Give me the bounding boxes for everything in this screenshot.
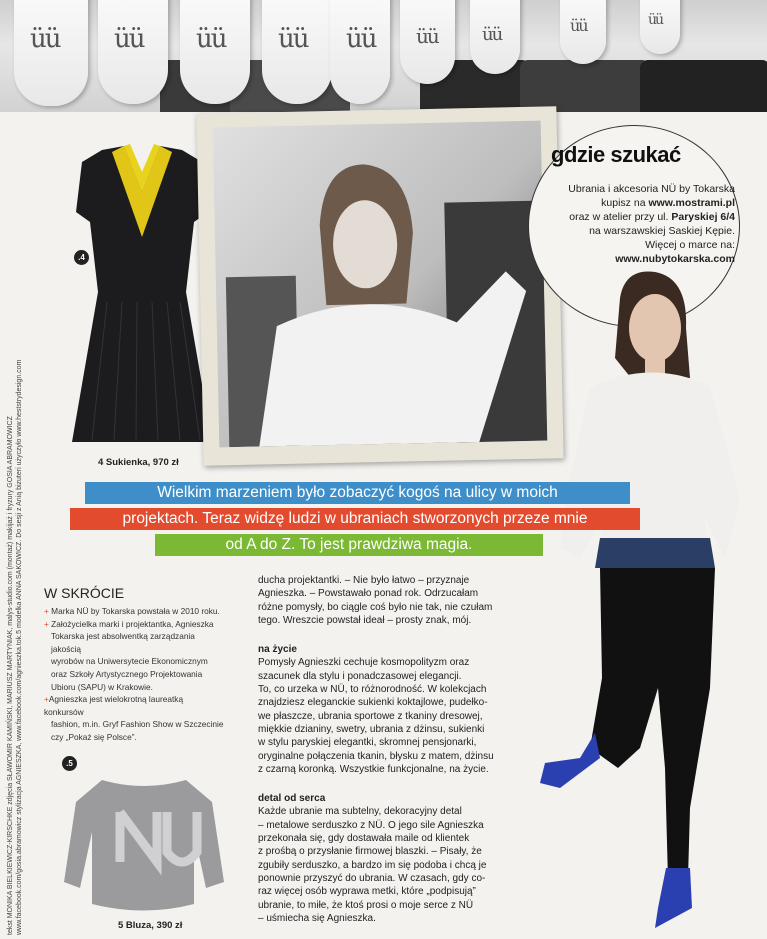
address: Paryskiej 6/4: [671, 211, 735, 223]
hanger-logo: üü: [648, 12, 663, 28]
in-brief-title: W SKRÓCIE: [44, 585, 125, 601]
sweatshirt-number-badge: .5: [62, 756, 77, 771]
info-line: Ubrania i akcesoria NÜ by Tokarska: [568, 183, 735, 195]
hanger-logo: üü: [482, 24, 502, 45]
sweatshirt-caption: 5 Bluza, 390 zł: [118, 920, 183, 931]
article-body: ducha projektantki. – Nie było łatwo – przyznaje Agnieszka. – Powstawało ponad rok. Odrzucałam różne pomysły, bo ciągle coś było nie tak, nie czułam tego. Wreszcie powstał ideał – prosty znak, mój. na życie Pomysły Agnieszki cechuje kosmopolityzm oraz szacunek dla stylu i ponadczasowej elegancji. To, co urzeka w NÜ, to różnorodność. W kolekcjach znajdziesz eleganckie sukienki koktajlowe, pudełko- we płaszcze, ubrania sportowe z tkaniny dresowej, miękkie dzianiny, swetry, ubrania z dżinsu, sukienki w stylu paryskiej elegantki, skromnej pensjonarki, oryginalne połączenia tkanin, błysku z matem, dżinsu z czarną koronką. Wszystkie funkcjonalne, na życie. detal od serca Każde ubranie ma subtelny, dekoracyjny detal – metalowe serduszko z NÜ. O jego sile Agnieszka przekonała się, gdy dostawała maile od klientek z prośbą o przysłanie firmowej blaszki. – Pisały, że zgubiły serduszko, a bardzo im się podoba i chcą je ponownie przyszyć do ubrania. W czasach, gdy co- raz więcej osób wyprawa metki, które „podpisują” ubranie, to miłe, że ktoś prosi o moje serce z NÜ – uśmiecha się Agnieszka.: [258, 574, 558, 925]
dress-number-badge: .4: [74, 250, 89, 265]
hanger-logo: üü: [30, 24, 60, 54]
hanger-logo: üü: [278, 24, 308, 54]
designer-portrait-photo: [213, 121, 548, 448]
quote-line-3: od A do Z. To jest prawdziwa magia.: [155, 534, 543, 556]
quote-line-2: projektach. Teraz widzę ludzi w ubraniach stworzonych przeze mnie: [70, 508, 640, 530]
hanger-logo: üü: [114, 24, 144, 54]
hanger-logo: üü: [196, 24, 226, 54]
photo-credits: tekst MONIKA BIELKIEWICZ-KIRSCHKE zdjęcia SŁAWOMIR KAMIŃSKI, MARIUSZ MARTYNIAK, malys-studio.com (montaż) makijaż i fryzury GOSIA ABRAMOWICZ www.facebook.com/gosia.abramowicz stylizacja AGNIESZKA, www.facebook.com/agnieszka.tok.5 modelka ANNA SAKOWICZ. Do sesji z Anią bizuteri użyczyło www.heststrydesign.com: [7, 359, 23, 935]
section-heading-detal-od-serca: detal od serca: [258, 793, 326, 805]
brief-item: Marka NÜ by Tokarska powstała w 2010 roku.: [51, 606, 220, 616]
dress-caption: 4 Sukienka, 970 zł: [98, 457, 179, 468]
sweatshirt-image: [62, 772, 227, 917]
brand-website-link[interactable]: www.nubytokarska.com: [615, 253, 735, 265]
shop-link[interactable]: www.mostrami.pl: [648, 197, 735, 209]
model-photo: [540, 268, 762, 936]
hanger-logo: üü: [416, 24, 438, 48]
hanger-logo: üü: [346, 24, 376, 54]
quote-line-1: Wielkim marzeniem było zobaczyć kogoś na ulicy w moich: [85, 482, 630, 504]
brief-item: Założycielka marki i projektantka, Agnieszka: [51, 618, 214, 629]
brief-item: Agnieszka jest wielokrotną laureatką konkursów: [44, 694, 184, 717]
portrait-photo-frame: [196, 106, 563, 465]
hanger-logo: üü: [570, 16, 587, 35]
where-to-buy-circle: gdzie szukać Ubrania i akcesoria NÜ by Tokarska kupisz na www.mostrami.pl oraz w atelier przy ul. Paryskiej 6/4 na warszawskiej Saskiej Kępie. Więcej o marce na: www.nubytokarska.com: [528, 125, 740, 327]
info-line: na warszawskiej Saskiej Kępie.: [589, 225, 735, 237]
where-to-buy-title: gdzie szukać: [551, 142, 681, 167]
in-brief-box: W SKRÓCIE + Marka NÜ by Tokarska powstała w 2010 roku. + Założycielka marki i projektantka, Agnieszka Tokarska jest absolwentką zarządzania jakością wyrobów na Uniwersytecie Ekonomicznym oraz Szkoły Artystycznego Projektowania Ubioru (SAPU) w Krakowie. +Agnieszka jest wielokrotną laureatką konkursów fashion, m.in. Gryf Fashion Show w Szczecinie czy „Pokaż się Polsce”.: [44, 585, 224, 742]
info-line: Więcej o marce na:: [645, 239, 735, 251]
hangers-banner-photo: [0, 0, 767, 112]
section-heading-na-zycie: na życie: [258, 644, 297, 656]
